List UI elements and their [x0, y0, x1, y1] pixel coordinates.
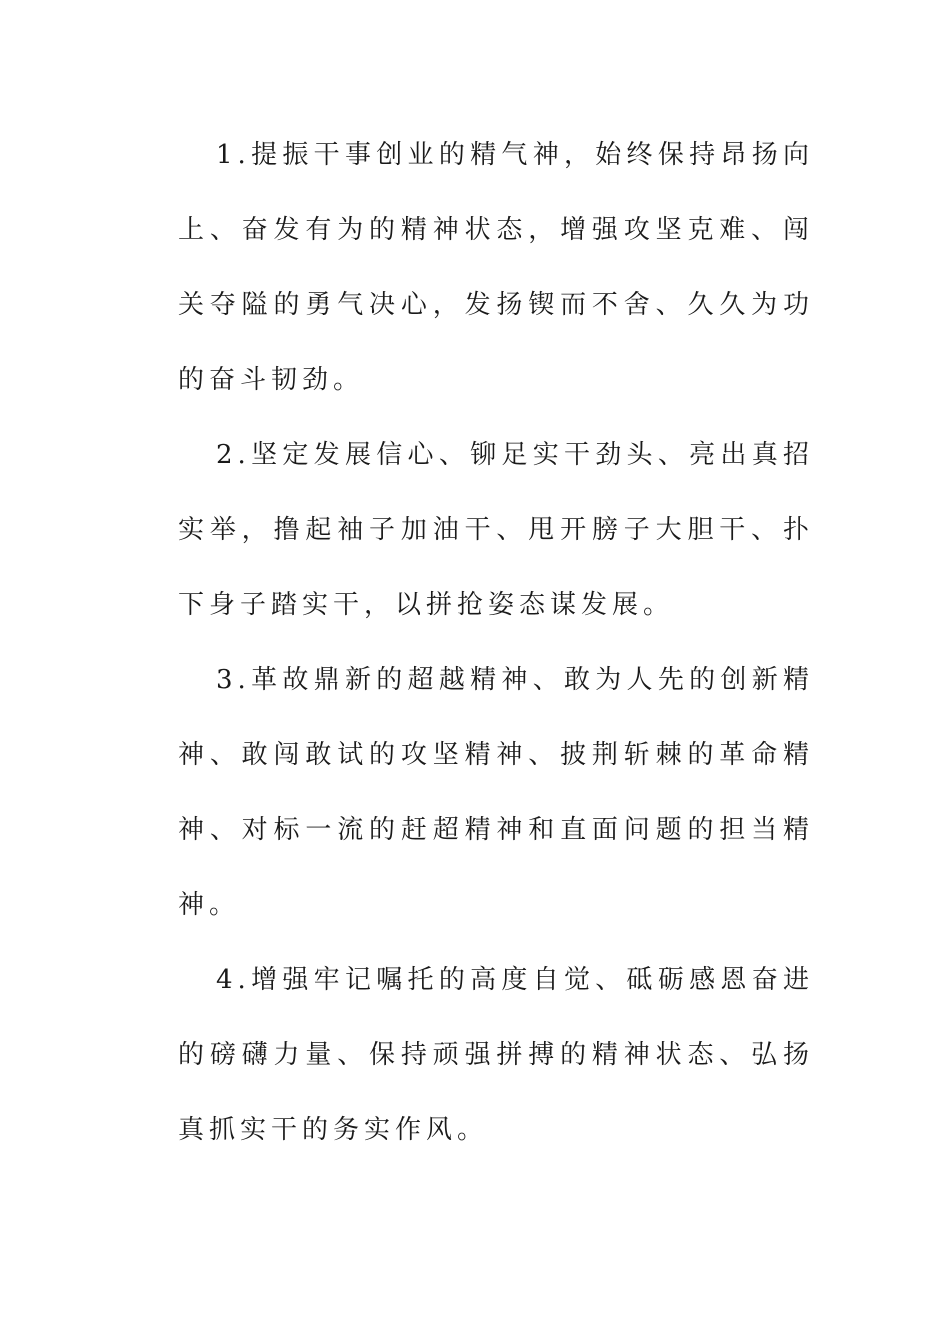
- paragraph-4: 4.增强牢记嘱托的高度自觉、砥砺感恩奋进的磅礴力量、保持顽强拼搏的精神状态、弘扬真抓实干的务实作风。: [178, 965, 814, 1145]
- paragraph-1: 1.提振干事创业的精气神，始终保持昂扬向上、奋发有为的精神状态，增强攻坚克难、闯关夺隘的勇气决心，发扬锲而不舍、久久为功的奋斗韧劲。: [178, 140, 814, 395]
- document-body: [178, 118, 814, 1168]
- paragraph-3: 3.革故鼎新的超越精神、敢为人先的创新精神、敢闯敢试的攻坚精神、披荆斩棘的革命精神、对标一流的赶超精神和直面问题的担当精神。: [178, 665, 814, 920]
- paragraph-2: 2.坚定发展信心、铆足实干劲头、亮出真招实举，撸起袖子加油干、甩开膀子大胆干、扑下身子踏实干，以拼抢姿态谋发展。: [178, 440, 814, 620]
